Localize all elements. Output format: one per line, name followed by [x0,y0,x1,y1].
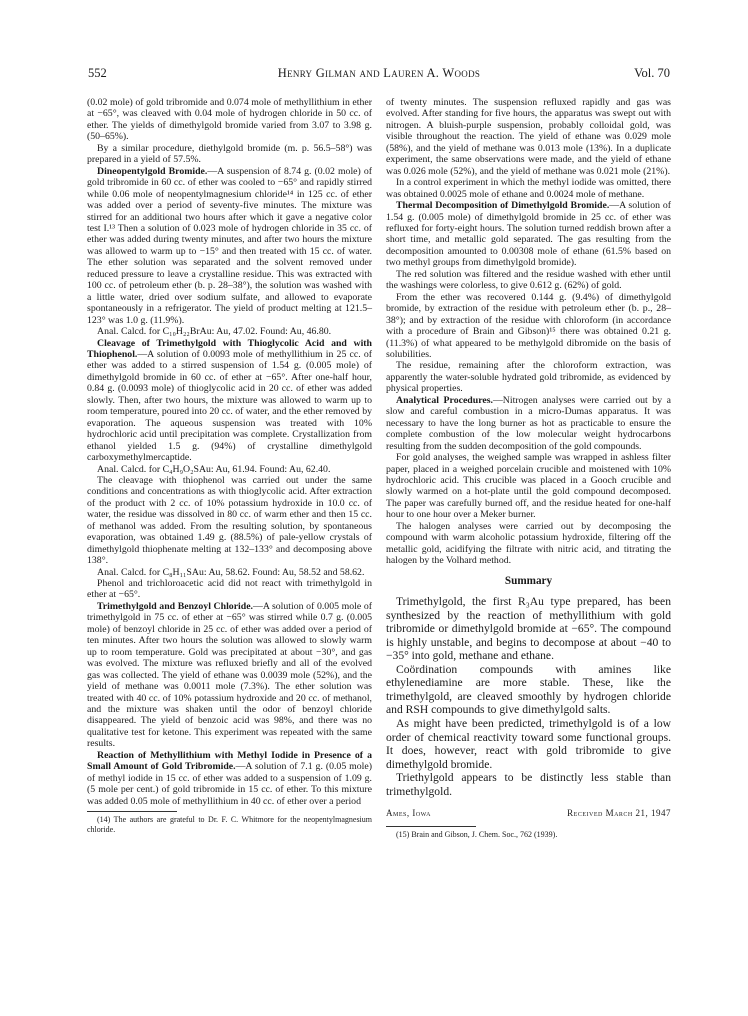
left-column [87,97,372,835]
running-head-authors: Henry Gilman and Lauren A. Woods [277,66,481,80]
footnote: (15) Brain and Gibson, J. Chem. Soc., 762 (1939). [396,830,558,840]
summary-heading: Summary [504,574,553,587]
paragraph: The cleavage with thiophenol was carried out under the same conditions and concentrations as with thioglycolic acid. After extraction of the product with 2 cc. of 10% potassium hydroxide in 10.0 cc. of water, the residue was dissolved in 80 cc. of warm ether and then 15 cc. of methanol was added. From the resulting solution, by spontaneous evaporation, was obtained 1.49 g. (88.5%) of pale-yellow crystals of dimethylgold thiophenate melting at 132–133° and decomposing above 138°. [87,474,372,567]
paragraph: Thermal Decomposition of Dimethylgold Bromide.—A solution of 1.54 g. (0.005 mole) of dimethylgold bromide in 25 cc. of ether was refluxed for forty-eight hours. The solution turned reddish brown after a short time, and metallic gold separated. The gas resulting from the decomposition amounted to 0.00308 mole of ethane (61.5% based on two methyl groups from dimethylgold bromide). [386,200,671,269]
right-column [386,97,671,840]
page-number: 552 [88,66,107,80]
section-heading: Reaction of Methyllithium with Methyl Iodide in Presence of a Small Amount of Gold Tribromide. [87,749,372,773]
paragraph: Reaction of Methyllithium with Methyl Iodide in Presence of a Small Amount of Gold Tribromide.—A solution of 7.1 g. (0.05 mole) of methyl iodide in 15 cc. of ether was added to a suspension of 1.09 g. (5 mole per cent.) of gold tribromide in 15 cc. of ether. To this mixture was added 0.05 mole of methyllithium in 40 cc. of ether over a period [87,749,372,807]
volume-label: Vol. 70 [634,66,670,80]
footnote: (14) The authors are grateful to Dr. F. C. Whitmore for the neopentylmagnesium chloride. [87,815,372,835]
summary-paragraph: Coördination compounds with amines like ethylenediamine are more stable. These, like the trimethylgold, are cleaved smoothly by hydrogen chloride and RSH compounds to give dimethylgold salts. [386,662,671,717]
section-heading: Thermal Decomposition of Dimethylgold Bromide. [396,200,610,212]
analysis-line: Anal. Calcd. for C₈H₁₁SAu: Au, 58.62. Found: Au, 58.52 and 58.62. [97,566,365,578]
section-heading: Analytical Procedures. [396,394,493,406]
paragraph: Dineopentylgold Bromide.—A suspension of 8.74 g. (0.02 mole) of gold tribromide in 60 cc. of ether was cooled to −65° and rapidly stirred while 0.06 mole of neopentylmagnesium chloride¹⁴ in 125 cc. of ether was added over a period of seventy-five minutes. The mixture was stirred for an additional two hours after which it gave a negative color test I.¹³ Then a solution of 0.023 mole of hydrogen chloride in 35 cc. of ether was added during twenty minutes, and after two hours the mixture was allowed to warm up to −15° and then treated with 15 cc. of water. The ether solution was separated and the solvent removed under reduced pressure to leave a crystalline residue. This was extracted with 100 cc. of petroleum ether (b. p. 28–38°), the solution was washed with a little water, dried over sodium sulfate, and allowed to evaporate spontaneously in a refrigerator. The yield of product melting at 121.5–123° was 1.0 g. (11.9%). [87,165,372,326]
paragraph: of twenty minutes. The suspension refluxed rapidly and gas was evolved. After standing for five hours, the apparatus was swept out with nitrogen. A bluish-purple suspension, probably colloidal gold, was visible throughout the reaction. The yield of ethane was 0.029 mole (58%), and the yield of methane was 0.013 mole (13%). In a duplicate experiment, the same observations were made, and the yield of ethane was 0.026 mole (52%), and the yield of methane was 0.021 mole (21%). [386,97,671,177]
summary-paragraph: Trimethylgold, the first R₃Au type prepared, has been synthesized by the reaction of methyllithium with gold tribromide or dimethylgold bromide at −65°. The compound is highly unstable, and begins to decompose at about −40 to −35° into gold, methane and ethane. [386,595,671,663]
paragraph: The halogen analyses were carried out by decomposing the compound with warm alcoholic potassium hydroxide, filtering off the metallic gold, acidifying the filtrate with nitric acid, and titrating the halogen by the Volhard method. [386,520,671,567]
footnote-rule [87,811,177,812]
paragraph: (0.02 mole) of gold tribromide and 0.074 mole of methyllithium in ether at −65°, was cleaved with 0.04 mole of hydrogen chloride in 50 cc. of ether. The yields of dimethylgold bromide varied from 3.07 to 3.98 g. (50–65%). [87,97,372,143]
footnotes [87,815,372,835]
section-heading: Dineopentylgold Bromide. [97,165,208,177]
paragraph: In a control experiment in which the methyl iodide was omitted, there was obtained 0.0025 mole of ethane and 0.0024 mole of methane. [386,177,671,200]
footnote-rule [386,826,476,827]
page-header [88,66,670,82]
paragraph: The residue, remaining after the chloroform extraction, was apparently the water-soluble hydrated gold tribromide, as evidenced by physical properties. [386,360,671,395]
paragraph: Cleavage of Trimethylgold with Thioglycolic Acid and with Thiophenol.—A solution of 0.0093 mole of methyllithium in 25 cc. of ether was added to a stirred suspension of 1.54 g. (0.005 mole) of dimethylgold bromide in 60 cc. of ether at −65°. After one-half hour, 0.84 g. (0.0093 mole) of thioglycolic acid in 20 cc. of ether was added slowly. Then, after two hours, the mixture was allowed to warm up to room temperature, poured into 20 cc. of water, and the ether removed by evaporation. The aqueous suspension was treated with 10% hydrochloric acid until precipitation was complete. Crystallization from ethanol yielded 1.5 g. (94%) of crystalline dimethylgold carboxymethylmercaptide. [87,337,372,464]
received-date: Received March 21, 1947 [567,808,671,819]
summary-paragraph: Triethylgold appears to be distinctly less stable than trimethylgold. [386,771,671,798]
summary-paragraph: As might have been predicted, trimethylgold is of a low order of chemical reactivity toward some functional groups. It does, however, react with gold tribromide to give dimethylgold bromide. [386,716,671,771]
paragraph: Phenol and trichloroacetic acid did not react with trimethylgold in ether at −65°. [87,578,372,601]
analysis-line: Anal. Calcd. for C₄H₉O₂SAu: Au, 61.94. Found: Au, 62.40. [97,463,331,475]
paragraph: The red solution was filtered and the residue washed with ether until the washings were colorless, to give 0.612 g. (62%) of gold. [386,268,671,292]
section-heading: Trimethylgold and Benzoyl Chloride. [97,600,254,612]
footnotes [386,830,671,840]
analysis-line: Anal. Calcd. for C₁₀H₂₂BrAu: Au, 47.02. Found: Au, 46.80. [97,326,332,338]
signature-line [386,806,671,822]
paragraph: Analytical Procedures.—Nitrogen analyses were carried out by a slow and careful combustion in a micro-Dumas apparatus. It was necessary to have the long burner as hot as practicable to ensure the complete combustion of the low molecular weight hydrocarbons resulting from the sudden decomposition of the gold compounds. [386,394,671,452]
paragraph: Trimethylgold and Benzoyl Chloride.—A solution of 0.005 mole of trimethylgold in 75 cc. of ether at −65° was stirred while 0.7 g. (0.005 mole) of benzoyl chloride in 25 cc. of ether was added over a period of ten minutes. After two hours the solution was allowed to slowly warm up to room temperature. Gold was precipitated at about −30°, and gas was evolved. The mixture was refluxed briefly and all of the evolved gas was collected. The yield of ethane was 0.0039 mole (52%), and the yield of methane was 0.0011 mole (7.3%). The ether solution was treated with 40 cc. of 10% potassium hydroxide and 20 cc. of methanol, and the mixture was shaken until the odor of benzoyl chloride disappeared. The yield of benzoic acid was 98%, and there was no qualitative test for ketone. This experiment was repeated with the same results. [87,600,372,750]
paragraph: By a similar procedure, diethylgold bromide (m. p. 56.5–58°) was prepared in a yield of 57.5%. [87,142,372,166]
summary-section [386,595,671,798]
author-location: Ames, Iowa [386,808,431,819]
paragraph: From the ether was recovered 0.144 g. (9.4%) of dimethylgold bromide, by extraction of the residue with petroleum ether (b. p., 28–38°); and by extraction of the residue with chloroform (in accordance with a procedure of Brain and Gibson)¹⁵ there was obtained 0.21 g. (11.3%) of what appeared to be methylgold dibromide on the basis of solubilities. [386,291,671,360]
section-heading: Cleavage of Trimethylgold with Thioglycolic Acid and with Thiophenol. [87,337,372,360]
paragraph: For gold analyses, the weighed sample was wrapped in ashless filter paper, placed in a weighed porcelain crucible and moistened with 10% hydrochloric acid. This crucible was placed in a Gooch crucible and slowly warmed on a hot-plate until the gold compound decomposed. The paper was carefully burned off, and the residue heated for one-half hour to one hour over a Meker burner. [386,452,671,521]
